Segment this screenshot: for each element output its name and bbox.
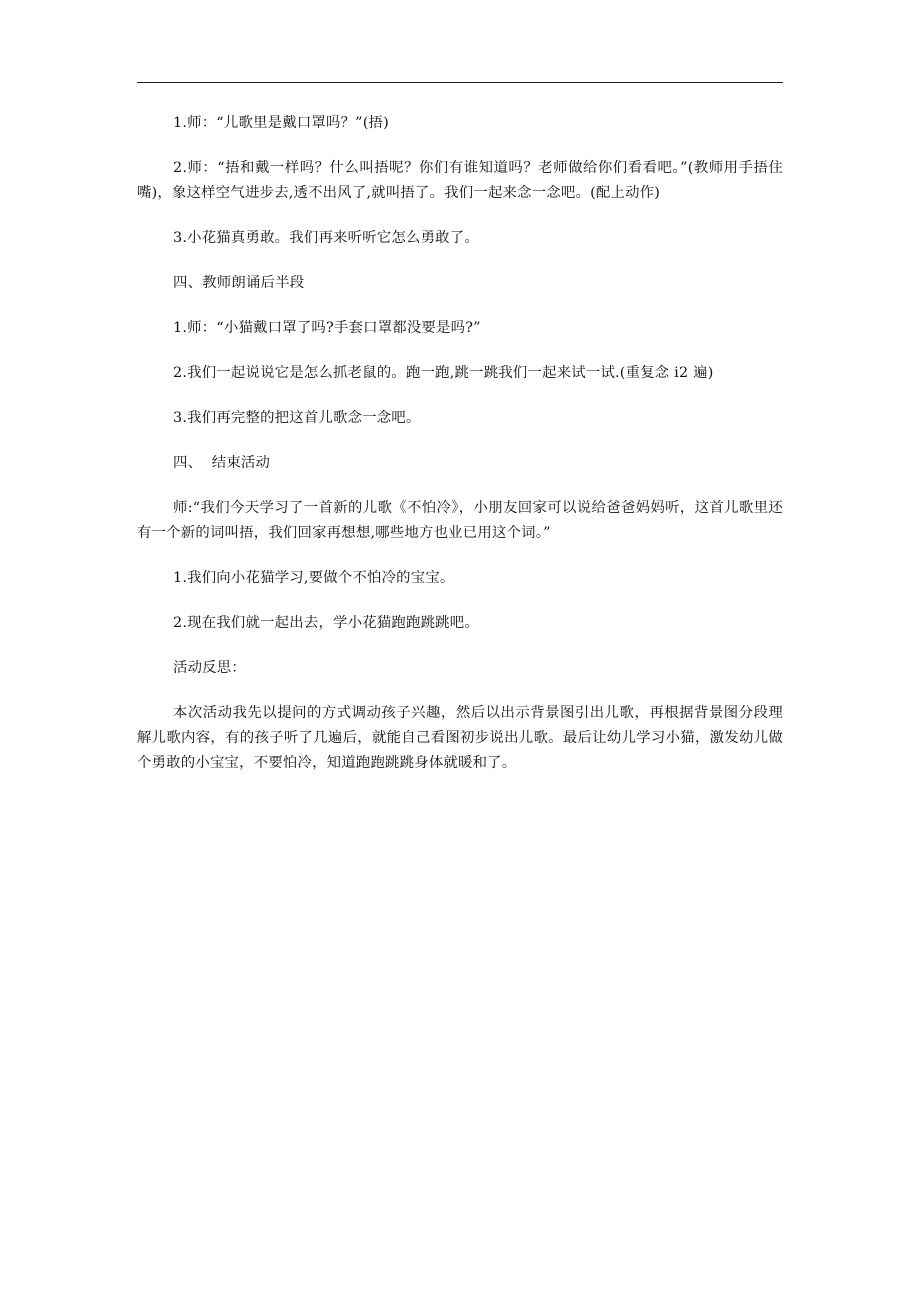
paragraph-11: 2.现在我们就一起出去，学小花猫跑跑跳跳吧。 <box>173 615 479 631</box>
header-rule <box>137 82 783 83</box>
document-body <box>137 111 783 776</box>
section-heading-ending: 四、 结束活动 <box>173 455 271 471</box>
paragraph-7: 3.我们再完整的把这首儿歌念一念吧。 <box>173 410 421 426</box>
reflection-heading: 活动反思： <box>173 660 246 676</box>
paragraph-10: 1.我们向小花猫学习,要做个不怕冷的宝宝。 <box>173 570 455 586</box>
paragraph-3: 3.小花猫真勇敢。我们再来听听它怎么勇敢了。 <box>173 230 479 246</box>
paragraph-6: 2.我们一起说说它是怎么抓老鼠的。跑一跑,跳一跳我们一起来试一试.(重复念 i2 遍) <box>173 365 714 381</box>
paragraph-9: 师:“我们今天学习了一首新的儿歌《不怕冷》，小朋友回家可以说给爸爸妈妈听，这首儿歌里还有一个新的词叫捂，我们回家再想想,哪些地方也业已用这个词。” <box>137 500 783 541</box>
paragraph-2: 2.师：“捂和戴一样吗？什么叫捂呢？你们有谁知道吗？老师做给你们看看吧。”(教师用手捂住嘴)，象这样空气进步去,透不出风了,就叫捂了。我们一起来念一念吧。(配上动作) <box>137 160 783 201</box>
paragraph-1: 1.师：“儿歌里是戴口罩吗？”(捂) <box>173 115 389 131</box>
reflection-paragraph: 本次活动我先以提问的方式调动孩子兴趣，然后以出示背景图引出儿歌，再根据背景图分段理解儿歌内容，有的孩子听了几遍后，就能自己看图初步说出儿歌。最后让幼儿学习小猫，激发幼儿做个勇敢的小宝宝，不要怕冷，知道跑跑跳跳身体就暖和了。 <box>137 705 783 771</box>
paragraph-5: 1.师：“小猫戴口罩了吗?手套口罩都没要是吗?” <box>173 320 481 336</box>
section-heading-reading: 四、教师朗诵后半段 <box>173 275 305 291</box>
